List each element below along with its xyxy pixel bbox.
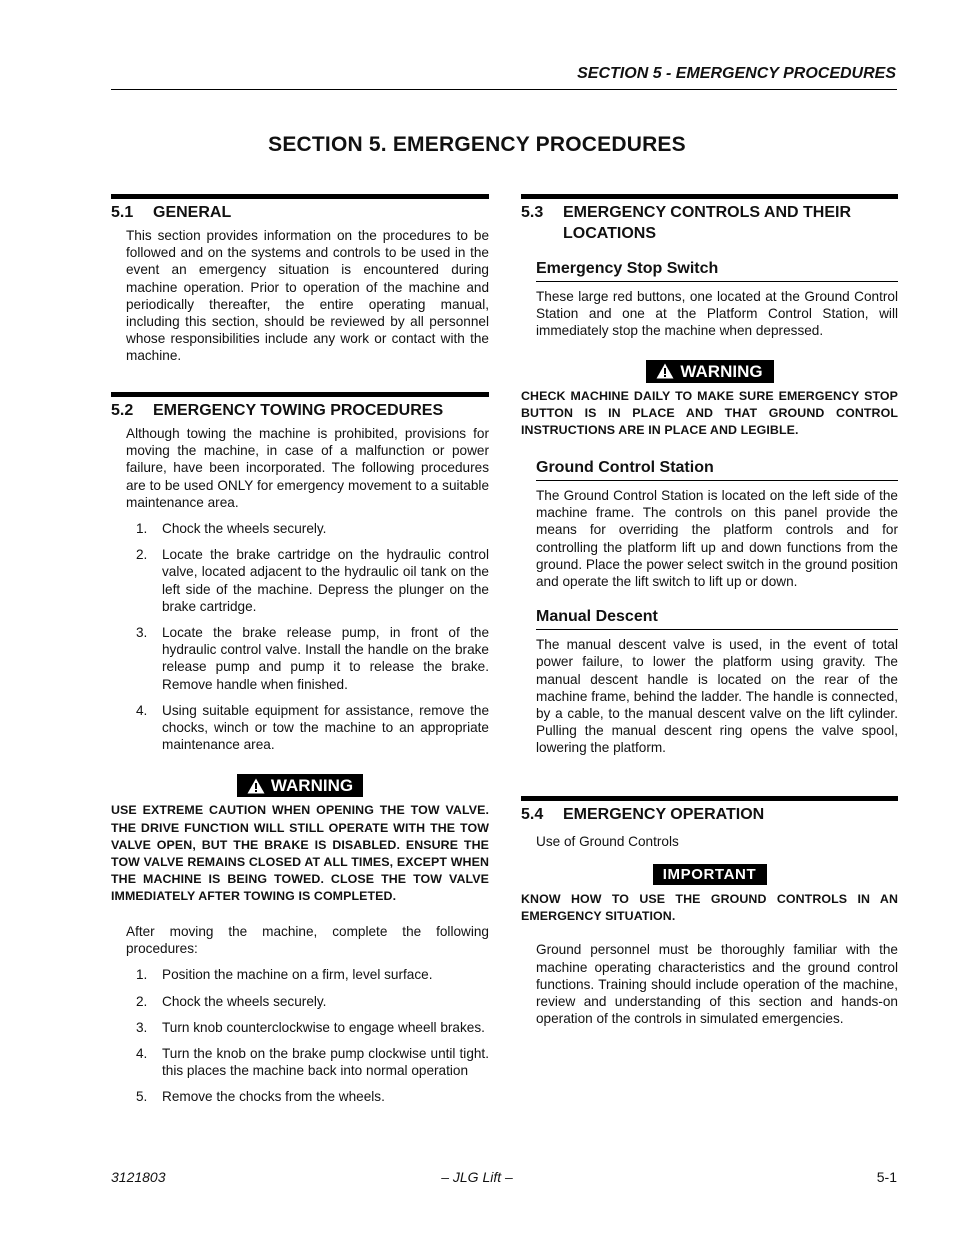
list-item: 1. Position the machine on a firm, level surface. bbox=[136, 967, 433, 983]
list-item: 3. Turn knob counterclockwise to engage wheell brakes. bbox=[136, 1019, 485, 1035]
list-item: 4. Using suitable equipment for assistance, remove the chocks, winch or tow the machine to an appropriate maintenance area. bbox=[136, 702, 489, 753]
towing-steps bbox=[111, 520, 489, 753]
subheading-emergency-stop: Emergency Stop Switch bbox=[536, 260, 898, 282]
section-5-3 bbox=[521, 194, 898, 757]
section-5-2 bbox=[111, 392, 489, 1106]
list-item: 1. Chock the wheels securely. bbox=[136, 521, 327, 537]
important-text: KNOW HOW TO USE THE GROUND CONTROLS IN AN EMERGENCY SITUATION. bbox=[521, 892, 898, 924]
list-item: 3. Locate the brake release pump, in front of the hydraulic control valve. Install the handle on the brake release pump and pump it to release the brake. Remove handle when finished. bbox=[136, 625, 489, 692]
after-towing-steps bbox=[111, 966, 489, 1105]
section-heading: 5.4 EMERGENCY OPERATION bbox=[521, 806, 765, 823]
emergency-stop-warning-text: CHECK MACHINE DAILY TO MAKE SURE EMERGENCY STOP BUTTON IS IN PLACE AND THAT GROUND CONTROL INSTRUCTIONS ARE IN PLACE AND LEGIBLE. bbox=[521, 388, 898, 437]
list-item: 2. Chock the wheels securely. bbox=[136, 993, 327, 1009]
header-rule bbox=[111, 89, 897, 90]
ground-control-paragraph: The Ground Control Station is located on the left side of the machine frame. The controls on this panel provide the means for overriding the platform controls and for controlling the platform lift up and down functions from the ground. Place the power select switch in the ground position and operate the lift switch to lift up or down. bbox=[536, 487, 898, 589]
emergency-operation-paragraph: Ground personnel must be thoroughly familiar with the machine operating characteristics and the ground control functions. Training should include operation of the machine, review and understanding of this section and hands-on operation of the controls in simulated emergencies. bbox=[536, 942, 898, 1027]
list-item: 4. Turn the knob on the brake pump clockwise until tight. this places the machine back into normal operation bbox=[136, 1046, 489, 1079]
page-number: 5-1 bbox=[876, 1169, 897, 1185]
warning-triangle-icon bbox=[247, 778, 265, 794]
warning-triangle-icon bbox=[656, 363, 674, 379]
section-rule bbox=[521, 194, 898, 199]
section-rule bbox=[521, 796, 898, 801]
warning-label: WARNING bbox=[237, 774, 363, 797]
subheading-ground-control: Ground Control Station bbox=[536, 459, 898, 481]
after-towing-intro: After moving the machine, complete the following procedures: bbox=[126, 924, 489, 957]
towing-warning-text: USE EXTREME CAUTION WHEN OPENING THE TOW VALVE. THE DRIVE FUNCTION WILL STILL OPERATE WITH THE TOW VALVE OPEN, BUT THE BRAKE IS DISABLED. ENSURE THE TOW VALVE REMAINS CLOSED AT ALL TIMES, EXCEPT WHEN THE MACHINE IS BEING TOWED. CLOSE THE TOW VALVE IMMEDIATELY AFTER TOWING IS COMPLETED. bbox=[111, 803, 489, 903]
section-5-4 bbox=[521, 796, 898, 1027]
section-heading: 5.1 GENERAL bbox=[111, 204, 232, 221]
subheading-manual-descent: Manual Descent bbox=[536, 608, 898, 630]
manual-descent-paragraph: The manual descent valve is used, in the event of total power failure, to lower the platform using gravity. The manual descent handle is located on the rear of the machine frame, behind the ladder. The handle is connected, by a cable, to the manual descent valve on the lift cylinder. Pulling the manual descent ring opens the valve spool, lowering the platform. bbox=[536, 637, 898, 756]
general-paragraph: This section provides information on the procedures to be followed and on the systems and controls to be used in the event an emergency situation is encountered during machine operation. Prior to operation of the machine and periodically thereafter, the entire operating manual, including this section, should be reviewed by all personnel whose responsibilities include any work or contact with the machine. bbox=[126, 228, 489, 364]
section-rule bbox=[111, 392, 489, 397]
page-title: SECTION 5. EMERGENCY PROCEDURES bbox=[268, 133, 686, 156]
section-rule bbox=[111, 194, 489, 199]
section-5-1 bbox=[111, 194, 489, 365]
emergency-operation-intro: Use of Ground Controls bbox=[536, 834, 679, 849]
list-item: 2. Locate the brake cartridge on the hydraulic control valve, located adjacent to the hydraulic oil tank on the left side of the machine. Depress the plunger on the brake cartridge. bbox=[136, 547, 489, 614]
important-label: IMPORTANT bbox=[653, 864, 767, 885]
footer-center: – JLG Lift – bbox=[441, 1169, 513, 1185]
warning-label: WARNING bbox=[646, 360, 774, 383]
list-item: 5. Remove the chocks from the wheels. bbox=[136, 1089, 385, 1105]
emergency-stop-paragraph: These large red buttons, one located at the Ground Control Station and one at the Platform Control Station, will immediately stop the machine when depressed. bbox=[536, 289, 898, 339]
section-heading: 5.2 EMERGENCY TOWING PROCEDURES bbox=[111, 402, 444, 419]
section-heading: 5.3 EMERGENCY CONTROLS AND THEIR LOCATIONS bbox=[521, 204, 852, 242]
document-number: 3121803 bbox=[111, 1169, 166, 1185]
running-header: SECTION 5 - EMERGENCY PROCEDURES bbox=[577, 65, 896, 82]
towing-intro: Although towing the machine is prohibited, provisions for moving the machine, in case of a malfunction or power failure, have been incorporated. The following procedures are to be used ONLY for emergency movement to a suitable maintenance area. bbox=[126, 426, 489, 510]
